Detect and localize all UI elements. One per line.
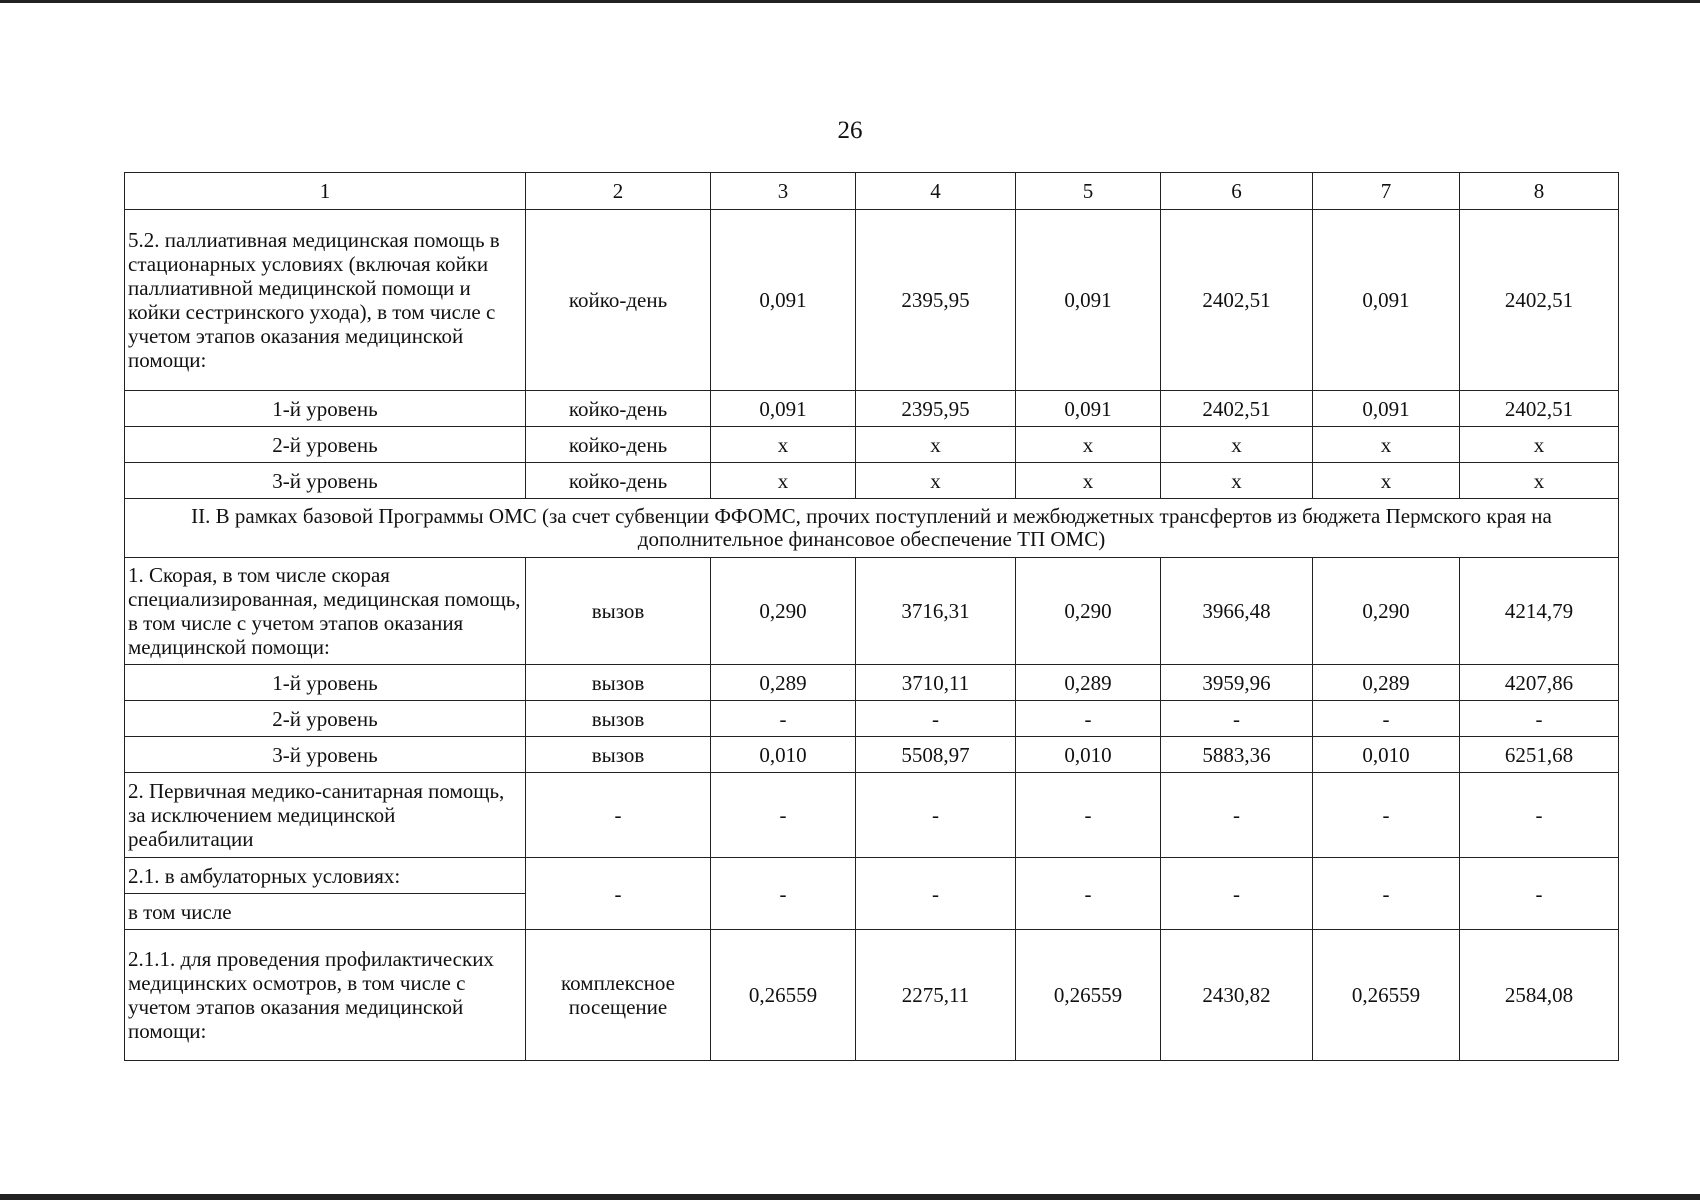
row-value: х — [1161, 463, 1313, 499]
row-value: 4207,86 — [1460, 665, 1619, 701]
row-name: 1. Скорая, в том числе скорая специализированная, медицинская помощь, в том числе с учетом этапов оказания медицинской помощи: — [125, 558, 526, 665]
row-value: - — [1460, 773, 1619, 858]
row-value: 0,26559 — [1313, 930, 1460, 1061]
row-value: 0,26559 — [711, 930, 856, 1061]
table-row — [125, 930, 1619, 1061]
row-value: 2402,51 — [1460, 210, 1619, 391]
table-row — [125, 558, 1619, 665]
row-unit: - — [526, 773, 711, 858]
row-value: - — [1016, 701, 1161, 737]
row-value: х — [856, 463, 1016, 499]
column-number: 8 — [1460, 173, 1619, 210]
row-value: х — [1161, 427, 1313, 463]
column-number: 3 — [711, 173, 856, 210]
table-row — [125, 665, 1619, 701]
column-number: 5 — [1016, 173, 1161, 210]
column-number: 4 — [856, 173, 1016, 210]
row-unit: койко-день — [526, 427, 711, 463]
scan-top-edge — [0, 0, 1700, 3]
row-name: 1-й уровень — [125, 391, 526, 427]
row-value: 2402,51 — [1161, 391, 1313, 427]
row-value: х — [711, 463, 856, 499]
table-row — [125, 737, 1619, 773]
row-value: 2430,82 — [1161, 930, 1313, 1061]
row-value: 0,289 — [1016, 665, 1161, 701]
table-row — [125, 463, 1619, 499]
row-value: - — [856, 773, 1016, 858]
row-value: - — [1161, 858, 1313, 930]
row-value: х — [1313, 427, 1460, 463]
row-value: 0,091 — [1313, 210, 1460, 391]
column-number: 6 — [1161, 173, 1313, 210]
row-name: 2.1.1. для проведения профилактических медицинских осмотров, в том числе с учетом этапов оказания медицинской помощи: — [125, 930, 526, 1061]
row-value: 3710,11 — [856, 665, 1016, 701]
row-value: 0,010 — [711, 737, 856, 773]
row-value: - — [1313, 701, 1460, 737]
row-value: - — [1313, 773, 1460, 858]
row-value: 0,290 — [1313, 558, 1460, 665]
row-name: 5.2. паллиативная медицинская помощь в стационарных условиях (включая койки паллиативной медицинской помощи и койки сестринского ухода), в том числе с учетом этапов оказания медицинской помощи: — [125, 210, 526, 391]
column-number: 2 — [526, 173, 711, 210]
row-name: 2.1. в амбулаторных условиях: — [125, 858, 526, 894]
row-unit: вызов — [526, 558, 711, 665]
row-value: 2275,11 — [856, 930, 1016, 1061]
row-value: - — [1460, 858, 1619, 930]
row-value: 0,010 — [1016, 737, 1161, 773]
row-value: 2395,95 — [856, 210, 1016, 391]
column-number: 1 — [125, 173, 526, 210]
row-value: х — [856, 427, 1016, 463]
row-value: 0,091 — [711, 391, 856, 427]
row-unit: вызов — [526, 665, 711, 701]
row-value: 0,091 — [1016, 210, 1161, 391]
row-unit: вызов — [526, 701, 711, 737]
row-name-continued: в том числе — [125, 894, 526, 930]
section-row — [125, 499, 1619, 558]
row-value: х — [1460, 463, 1619, 499]
row-value: 0,289 — [711, 665, 856, 701]
row-unit: - — [526, 858, 711, 930]
row-unit: вызов — [526, 737, 711, 773]
row-value: 3716,31 — [856, 558, 1016, 665]
row-unit: койко-день — [526, 210, 711, 391]
row-value: 5883,36 — [1161, 737, 1313, 773]
table-row — [125, 858, 1619, 894]
row-value: 0,290 — [1016, 558, 1161, 665]
table-row — [125, 701, 1619, 737]
row-value: - — [711, 701, 856, 737]
row-value: х — [1016, 427, 1161, 463]
section-banner: II. В рамках базовой Программы ОМС (за счет субвенции ФФОМС, прочих поступлений и межбюджетных трансфертов из бюджета Пермского края на дополнительное финансовое обеспечение ТП ОМС) — [125, 499, 1619, 558]
page-number: 26 — [837, 117, 863, 144]
row-name: 2. Первичная медико-санитарная помощь, за исключением медицинской реабилитации — [125, 773, 526, 858]
row-value: 0,091 — [711, 210, 856, 391]
row-value: х — [1016, 463, 1161, 499]
row-name: 3-й уровень — [125, 463, 526, 499]
row-value: 2402,51 — [1460, 391, 1619, 427]
row-value: 0,010 — [1313, 737, 1460, 773]
row-value: - — [1016, 858, 1161, 930]
data-table — [124, 172, 1619, 1061]
row-value: 0,091 — [1313, 391, 1460, 427]
row-value: х — [711, 427, 856, 463]
row-value: - — [1161, 773, 1313, 858]
row-value: 3959,96 — [1161, 665, 1313, 701]
row-value: 0,26559 — [1016, 930, 1161, 1061]
row-value: - — [1460, 701, 1619, 737]
table-row — [125, 210, 1619, 391]
table-row — [125, 773, 1619, 858]
row-unit: койко-день — [526, 463, 711, 499]
column-number: 7 — [1313, 173, 1460, 210]
row-value: - — [856, 701, 1016, 737]
row-value: х — [1460, 427, 1619, 463]
row-unit: койко-день — [526, 391, 711, 427]
row-value: 4214,79 — [1460, 558, 1619, 665]
row-value: - — [711, 858, 856, 930]
row-value: 2395,95 — [856, 391, 1016, 427]
row-value: 0,091 — [1016, 391, 1161, 427]
row-value: - — [1313, 858, 1460, 930]
row-value: - — [1161, 701, 1313, 737]
column-number-row — [125, 173, 1619, 210]
row-value: - — [856, 858, 1016, 930]
row-name: 2-й уровень — [125, 701, 526, 737]
row-value: 2402,51 — [1161, 210, 1313, 391]
row-value: - — [711, 773, 856, 858]
row-value: 5508,97 — [856, 737, 1016, 773]
row-name: 2-й уровень — [125, 427, 526, 463]
table-row — [125, 427, 1619, 463]
row-value: 2584,08 — [1460, 930, 1619, 1061]
row-value: 0,290 — [711, 558, 856, 665]
row-value: 6251,68 — [1460, 737, 1619, 773]
row-unit: комплексное посещение — [526, 930, 711, 1061]
row-name: 3-й уровень — [125, 737, 526, 773]
row-name: 1-й уровень — [125, 665, 526, 701]
row-value: х — [1313, 463, 1460, 499]
table-row — [125, 391, 1619, 427]
scan-bottom-edge — [0, 1194, 1700, 1200]
row-value: - — [1016, 773, 1161, 858]
row-value: 0,289 — [1313, 665, 1460, 701]
row-value: 3966,48 — [1161, 558, 1313, 665]
